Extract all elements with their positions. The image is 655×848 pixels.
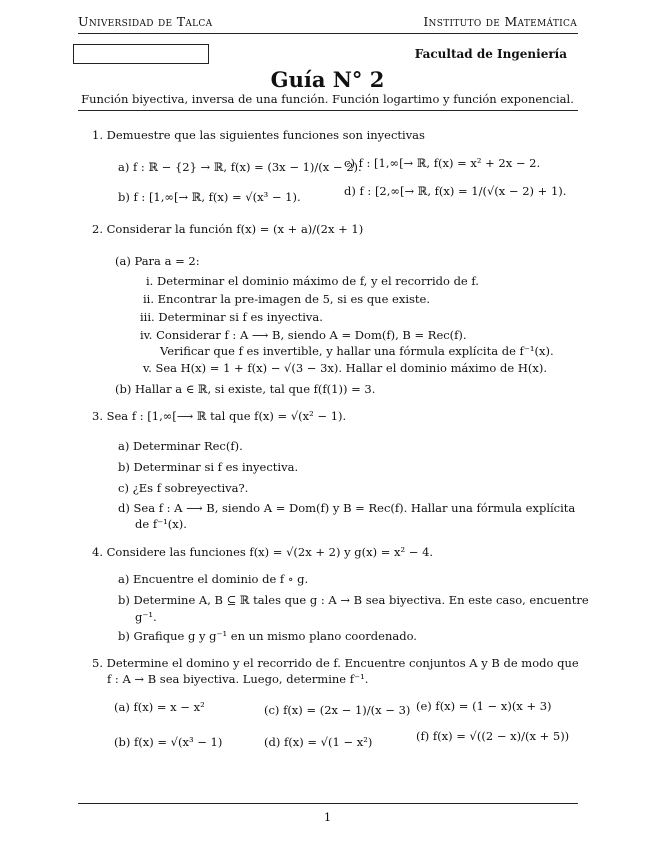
page-number: 1 xyxy=(323,810,332,824)
problem-5a: (a) f(x) = x − x² xyxy=(114,700,205,714)
problem-3b: b) Determinar si f es inyectiva. xyxy=(118,460,299,474)
problem-1b: b) f : [1,∞[→ ℝ, f(x) = √(x³ − 1). xyxy=(118,190,301,204)
problem-2a-v: v. Sea H(x) = 1 + f(x) − √(3 − 3x). Hallar el dominio máximo de H(x). xyxy=(143,361,547,375)
university-name: Universidad de Talca xyxy=(78,14,213,29)
problem-3d-cont: de f⁻¹(x). xyxy=(135,517,187,531)
footer-rule xyxy=(78,803,578,804)
problem-5e: (e) f(x) = (1 − x)(x + 3) xyxy=(416,699,552,713)
problem-5c: (c) f(x) = (2x − 1)/(x − 3) xyxy=(264,703,411,717)
problem-1-intro: 1. Demuestre que las siguientes funciones son inyectivas xyxy=(92,128,425,142)
page-title: Guía N° 2 xyxy=(270,67,385,92)
problem-4b-cont: g⁻¹. xyxy=(135,610,157,624)
problem-2a-iv-cont: Verificar que f es invertible, y hallar una fórmula explícita de f⁻¹(x). xyxy=(160,344,554,358)
header-rule xyxy=(78,33,578,34)
problem-5b: (b) f(x) = √(x³ − 1) xyxy=(114,735,223,749)
problem-2a-i: i. Determinar el dominio máximo de f, y el recorrido de f. xyxy=(146,274,479,288)
problem-3a: a) Determinar Rec(f). xyxy=(118,439,243,453)
problem-4-intro: 4. Considere las funciones f(x) = √(2x + 2) y g(x) = x² − 4. xyxy=(92,545,434,559)
problem-5d: (d) f(x) = √(1 − x²) xyxy=(264,735,373,749)
problem-1a: a) f : ℝ − {2} → ℝ, f(x) = (3x − 1)/(x − 2). xyxy=(118,160,362,174)
name-box xyxy=(73,44,209,64)
page-subtitle: Función biyectiva, inversa de una función. Función logartimo y función exponencial. xyxy=(81,92,574,106)
problem-2-intro: 2. Considerar la función f(x) = (x + a)/(2x + 1) xyxy=(92,222,364,236)
problem-5-intro-cont: f : A → B sea biyectiva. Luego, determine f⁻¹. xyxy=(107,672,369,686)
problem-1c: c) f : [1,∞[→ ℝ, f(x) = x² + 2x − 2. xyxy=(344,156,541,170)
problem-2a-iv: iv. Considerar f : A ⟶ B, siendo A = Dom(f), B = Rec(f). xyxy=(140,328,467,342)
problem-1d: d) f : [2,∞[→ ℝ, f(x) = 1/(√(x − 2) + 1). xyxy=(344,184,567,198)
problem-4b: b) Determine A, B ⊆ ℝ tales que g : A → B sea biyectiva. En este caso, encuentre xyxy=(118,593,589,607)
faculty-name: Facultad de Ingeniería xyxy=(414,47,567,61)
problem-4a: a) Encuentre el dominio de f ∘ g. xyxy=(118,572,309,586)
problem-2a-iii: iii. Determinar si f es inyectiva. xyxy=(140,310,323,324)
problem-2b: (b) Hallar a ∈ ℝ, si existe, tal que f(f(1)) = 3. xyxy=(115,382,376,396)
problem-2a-ii: ii. Encontrar la pre-imagen de 5, si es que existe. xyxy=(143,292,431,306)
institute-name: Instituto de Matemática xyxy=(423,14,577,29)
title-rule xyxy=(78,110,578,111)
problem-4c: b) Grafique g y g⁻¹ en un mismo plano coordenado. xyxy=(118,629,417,643)
problem-3d: d) Sea f : A ⟶ B, siendo A = Dom(f) y B = Rec(f). Hallar una fórmula explícita xyxy=(118,501,576,515)
problem-3c: c) ¿Es f sobreyectiva?. xyxy=(118,481,249,495)
problem-2a: (a) Para a = 2: xyxy=(115,254,200,268)
problem-5f: (f) f(x) = √((2 − x)/(x + 5)) xyxy=(416,729,570,743)
problem-5-intro: 5. Determine el domino y el recorrido de f. Encuentre conjuntos A y B de modo que xyxy=(92,656,579,670)
problem-3-intro: 3. Sea f : [1,∞[⟶ ℝ tal que f(x) = √(x² − 1). xyxy=(92,409,347,423)
